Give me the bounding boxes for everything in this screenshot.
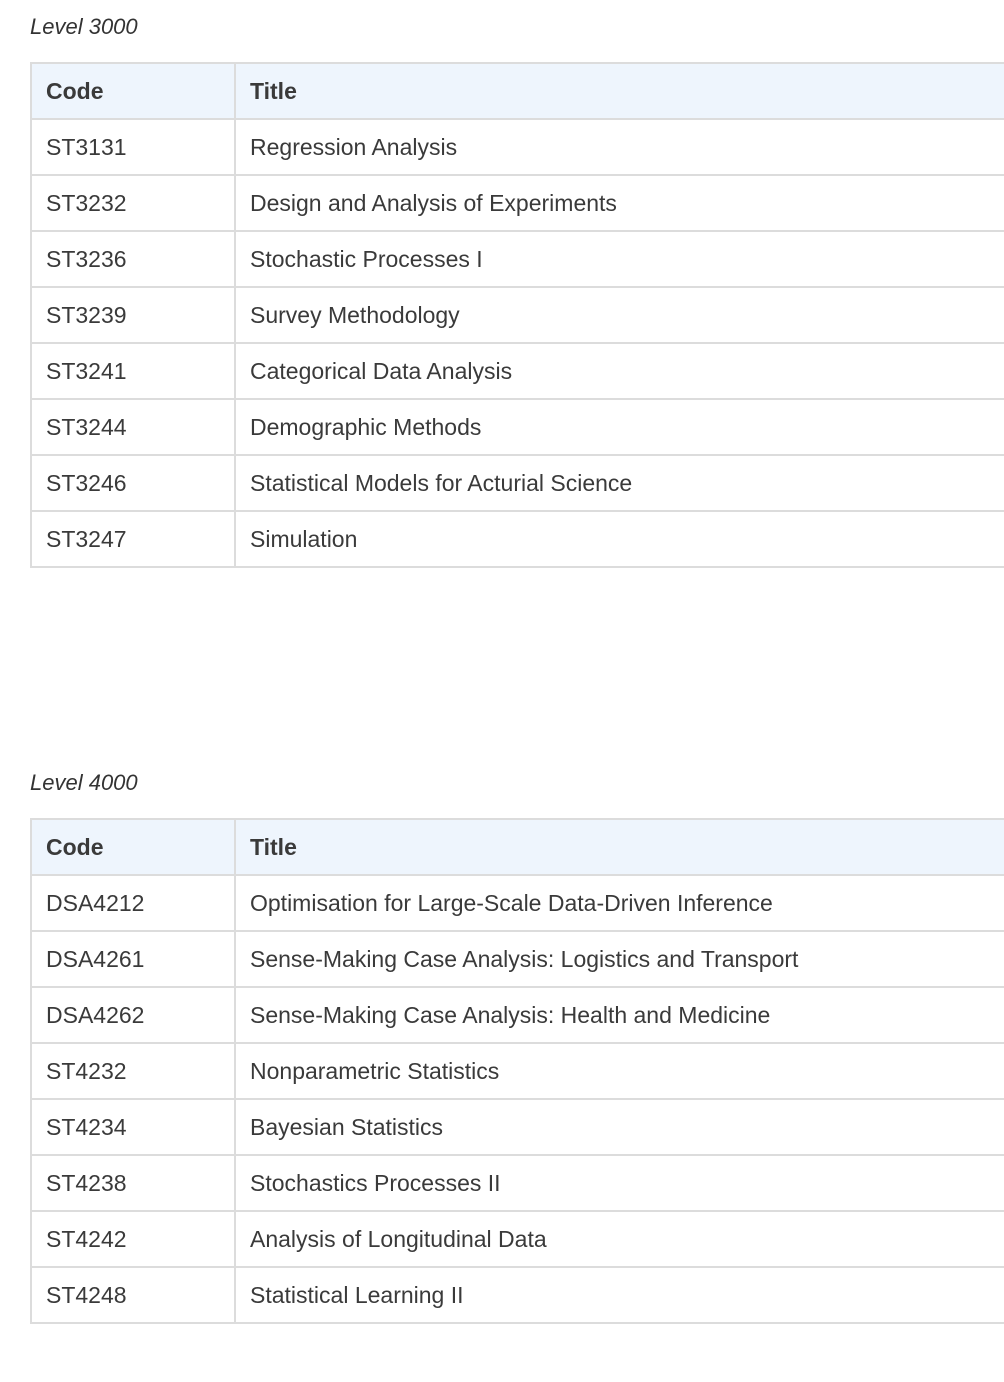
title-column-header: Title xyxy=(235,819,1004,875)
table-row xyxy=(31,1211,1004,1267)
course-code: ST3244 xyxy=(31,399,235,455)
level-4000-heading: Level 4000 xyxy=(30,770,138,795)
course-title: Statistical Models for Acturial Science xyxy=(235,455,1004,511)
course-title: Statistical Learning II xyxy=(235,1267,1004,1323)
course-code: ST4238 xyxy=(31,1155,235,1211)
table-header-row xyxy=(31,63,1004,119)
code-column-header: Code xyxy=(31,819,235,875)
table-row xyxy=(31,119,1004,175)
course-title: Categorical Data Analysis xyxy=(235,343,1004,399)
table-row xyxy=(31,231,1004,287)
course-title: Survey Methodology xyxy=(235,287,1004,343)
table-row xyxy=(31,1155,1004,1211)
level-3000-section xyxy=(30,13,1004,552)
course-code: ST3246 xyxy=(31,455,235,511)
table-row xyxy=(31,175,1004,231)
title-column-header: Title xyxy=(235,63,1004,119)
table-row xyxy=(31,343,1004,399)
course-code: ST4234 xyxy=(31,1099,235,1155)
course-code: ST3247 xyxy=(31,511,235,567)
course-code: ST3239 xyxy=(31,287,235,343)
course-title: Sense-Making Case Analysis: Logistics and Transport xyxy=(235,931,1004,987)
course-title: Regression Analysis xyxy=(235,119,1004,175)
course-code: ST4248 xyxy=(31,1267,235,1323)
course-title: Bayesian Statistics xyxy=(235,1099,1004,1155)
course-title: Nonparametric Statistics xyxy=(235,1043,1004,1099)
table-row xyxy=(31,931,1004,987)
table-row xyxy=(31,1043,1004,1099)
course-code: ST3131 xyxy=(31,119,235,175)
course-title: Design and Analysis of Experiments xyxy=(235,175,1004,231)
course-title: Stochastic Processes I xyxy=(235,231,1004,287)
course-code: ST4242 xyxy=(31,1211,235,1267)
level-3000-table xyxy=(30,62,1004,568)
table-row xyxy=(31,1099,1004,1155)
course-code: ST3236 xyxy=(31,231,235,287)
table-row xyxy=(31,455,1004,511)
course-title: Stochastics Processes II xyxy=(235,1155,1004,1211)
course-title: Optimisation for Large-Scale Data-Driven Inference xyxy=(235,875,1004,931)
course-code: DSA4262 xyxy=(31,987,235,1043)
course-code: ST3241 xyxy=(31,343,235,399)
course-code: ST3232 xyxy=(31,175,235,231)
course-title: Analysis of Longitudinal Data xyxy=(235,1211,1004,1267)
table-row xyxy=(31,987,1004,1043)
table-row xyxy=(31,511,1004,567)
course-title: Sense-Making Case Analysis: Health and Medicine xyxy=(235,987,1004,1043)
table-row xyxy=(31,1267,1004,1323)
table-header-row xyxy=(31,819,1004,875)
level-3000-heading: Level 3000 xyxy=(30,14,138,39)
level-4000-section xyxy=(30,769,1004,1308)
course-code: ST4232 xyxy=(31,1043,235,1099)
course-title: Simulation xyxy=(235,511,1004,567)
code-column-header: Code xyxy=(31,63,235,119)
table-row xyxy=(31,287,1004,343)
course-code: DSA4212 xyxy=(31,875,235,931)
table-row xyxy=(31,399,1004,455)
table-row xyxy=(31,875,1004,931)
course-title: Demographic Methods xyxy=(235,399,1004,455)
course-code: DSA4261 xyxy=(31,931,235,987)
level-4000-table xyxy=(30,818,1004,1324)
